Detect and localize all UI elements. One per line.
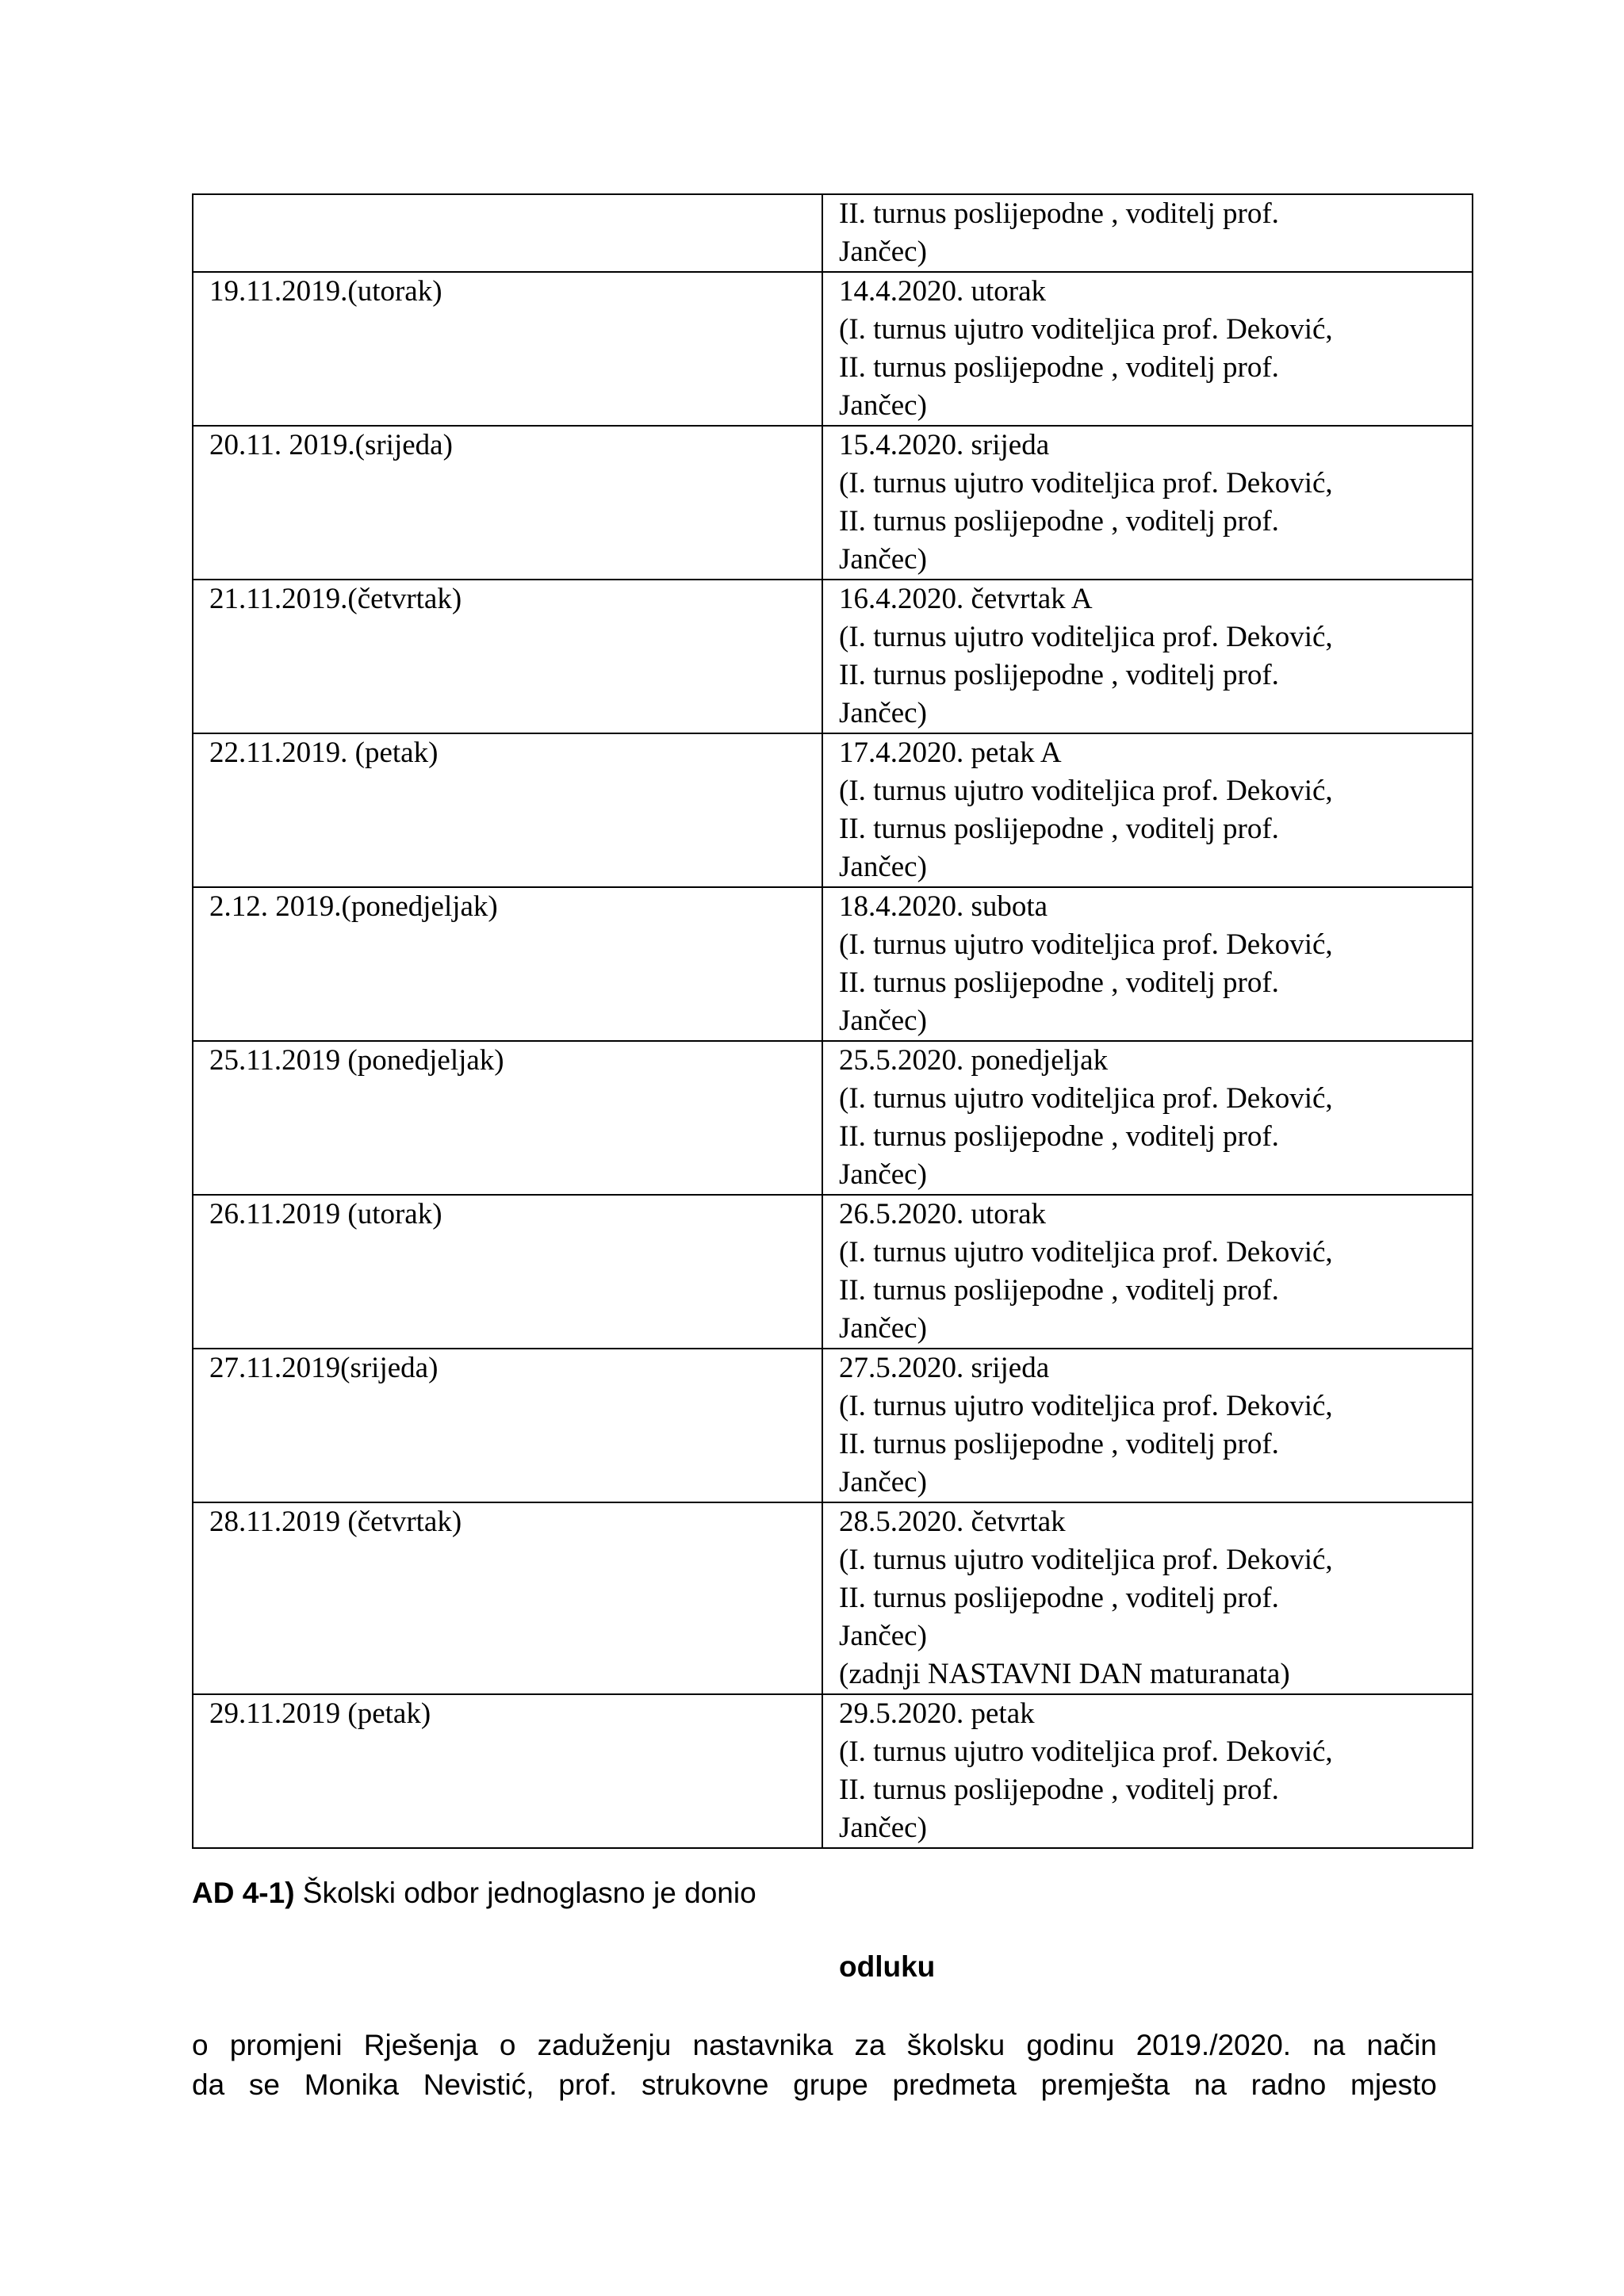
- cell-original-date: [193, 1195, 822, 1349]
- paragraph-line: da se Monika Nevistić, prof. strukovne grupe predmeta premješta na radno mjesto: [192, 2068, 1437, 2101]
- cell-line: 27.5.2020. srijeda: [839, 1352, 1050, 1384]
- cell-line: 21.11.2019.(četvrtak): [209, 583, 462, 615]
- cell-line: 27.11.2019(srijeda): [209, 1352, 439, 1384]
- cell-line: Jančec): [839, 235, 927, 268]
- cell-new-date: [822, 272, 1473, 426]
- cell-new-date: [822, 194, 1473, 272]
- cell-original-date: [193, 580, 822, 733]
- table-row: [193, 1349, 1473, 1502]
- cell-new-date: [822, 1349, 1473, 1502]
- paragraph-line: o promjeni Rješenja o zaduženju nastavnika za školsku godinu 2019./2020. na način: [192, 2029, 1437, 2061]
- cell-original-date: [193, 1694, 822, 1848]
- cell-line: 2.12. 2019.(ponedjeljak): [209, 890, 498, 923]
- cell-line: (I. turnus ujutro voditeljica prof. Deković,: [839, 775, 1333, 807]
- agenda-item-label: AD 4-1): [192, 1877, 295, 1909]
- cell-original-date: [193, 426, 822, 580]
- cell-line: II. turnus poslijepodne , voditelj prof.: [839, 1120, 1279, 1153]
- cell-line: 25.11.2019 (ponedjeljak): [209, 1044, 504, 1077]
- decision-paragraph: [192, 2026, 1437, 2105]
- cell-line: (I. turnus ujutro voditeljica prof. Deković,: [839, 1390, 1333, 1422]
- cell-line: (I. turnus ujutro voditeljica prof. Deković,: [839, 1236, 1333, 1269]
- cell-line: (I. turnus ujutro voditeljica prof. Deković,: [839, 467, 1333, 499]
- table-row: [193, 1195, 1473, 1349]
- table-row: [193, 580, 1473, 733]
- cell-line: 14.4.2020. utorak: [839, 275, 1047, 308]
- cell-line: (I. turnus ujutro voditeljica prof. Deković,: [839, 928, 1333, 961]
- decision-title: odluku: [839, 1950, 936, 1983]
- cell-line: Jančec): [839, 1312, 927, 1345]
- cell-line: 16.4.2020. četvrtak A: [839, 583, 1093, 615]
- cell-line: (I. turnus ujutro voditeljica prof. Deković,: [839, 1082, 1333, 1115]
- cell-line: 25.5.2020. ponedjeljak: [839, 1044, 1109, 1077]
- cell-line: Jančec): [839, 697, 927, 729]
- cell-line: 17.4.2020. petak A: [839, 737, 1062, 769]
- cell-line: II. turnus poslijepodne , voditelj prof.: [839, 1428, 1279, 1460]
- cell-original-date: [193, 733, 822, 887]
- cell-new-date: [822, 1041, 1473, 1195]
- cell-line: Jančec): [839, 851, 927, 883]
- cell-line: II. turnus poslijepodne , voditelj prof.: [839, 1582, 1279, 1614]
- schedule-table-body: [193, 194, 1473, 1848]
- cell-line: II. turnus poslijepodne , voditelj prof.: [839, 197, 1279, 230]
- cell-original-date: [193, 1502, 822, 1694]
- cell-line: Jančec): [839, 1466, 927, 1498]
- cell-new-date: [822, 426, 1473, 580]
- cell-line: 15.4.2020. srijeda: [839, 429, 1050, 461]
- cell-line: II. turnus poslijepodne , voditelj prof.: [839, 351, 1279, 384]
- cell-line: Jančec): [839, 1620, 927, 1652]
- cell-line: II. turnus poslijepodne , voditelj prof.: [839, 1274, 1279, 1307]
- cell-new-date: [822, 1694, 1473, 1848]
- cell-line: [209, 195, 806, 233]
- table-row: [193, 426, 1473, 580]
- cell-line: (I. turnus ujutro voditeljica prof. Deković,: [839, 1544, 1333, 1576]
- cell-line: II. turnus poslijepodne , voditelj prof.: [839, 659, 1279, 691]
- cell-original-date: [193, 1349, 822, 1502]
- table-row: [193, 733, 1473, 887]
- agenda-item-line: [192, 1877, 756, 1910]
- cell-new-date: [822, 580, 1473, 733]
- cell-line: 28.11.2019 (četvrtak): [209, 1506, 462, 1538]
- table-row: [193, 1694, 1473, 1848]
- cell-line: Jančec): [839, 389, 927, 422]
- cell-line: 20.11. 2019.(srijeda): [209, 429, 453, 461]
- cell-original-date: [193, 194, 822, 272]
- cell-line: (I. turnus ujutro voditeljica prof. Deković,: [839, 1735, 1333, 1768]
- cell-line: 22.11.2019. (petak): [209, 737, 439, 769]
- cell-line: Jančec): [839, 1812, 927, 1844]
- cell-line: Jančec): [839, 1158, 927, 1191]
- table-row: [193, 194, 1473, 272]
- table-row: [193, 1502, 1473, 1694]
- table-row: [193, 272, 1473, 426]
- cell-line: (I. turnus ujutro voditeljica prof. Deković,: [839, 621, 1333, 653]
- cell-line: (I. turnus ujutro voditeljica prof. Deković,: [839, 313, 1333, 346]
- cell-original-date: [193, 272, 822, 426]
- cell-line: Jančec): [839, 543, 927, 576]
- schedule-table: [192, 193, 1473, 1849]
- cell-line: 28.5.2020. četvrtak: [839, 1506, 1066, 1538]
- cell-line: Jančec): [839, 1004, 927, 1037]
- cell-line: 29.11.2019 (petak): [209, 1697, 431, 1730]
- cell-line: 26.11.2019 (utorak): [209, 1198, 442, 1230]
- cell-original-date: [193, 1041, 822, 1195]
- table-row: [193, 1041, 1473, 1195]
- cell-new-date: [822, 1195, 1473, 1349]
- cell-line: 18.4.2020. subota: [839, 890, 1048, 923]
- cell-line: 29.5.2020. petak: [839, 1697, 1035, 1730]
- cell-new-date: [822, 887, 1473, 1041]
- cell-new-date: [822, 733, 1473, 887]
- cell-line: II. turnus poslijepodne , voditelj prof.: [839, 813, 1279, 845]
- cell-line: II. turnus poslijepodne , voditelj prof.: [839, 1774, 1279, 1806]
- agenda-item-text: Školski odbor jednoglasno je donio: [294, 1877, 756, 1909]
- cell-line: 19.11.2019.(utorak): [209, 275, 442, 308]
- cell-original-date: [193, 887, 822, 1041]
- cell-line: II. turnus poslijepodne , voditelj prof.: [839, 966, 1279, 999]
- table-row: [193, 887, 1473, 1041]
- cell-new-date: [822, 1502, 1473, 1694]
- cell-line: 26.5.2020. utorak: [839, 1198, 1047, 1230]
- cell-line: II. turnus poslijepodne , voditelj prof.: [839, 505, 1279, 538]
- cell-line: (zadnji NASTAVNI DAN maturanata): [839, 1658, 1290, 1690]
